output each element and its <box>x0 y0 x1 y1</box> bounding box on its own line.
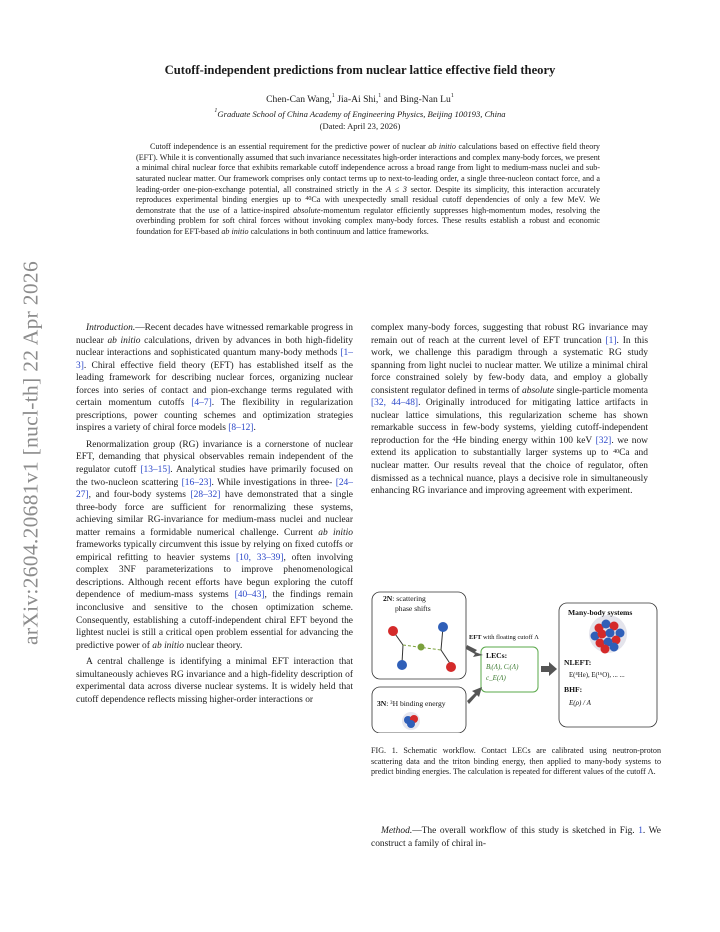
paragraph-method <box>371 825 661 850</box>
arxiv-identifier-text: arXiv:2604.20681v1 [nucl-th] 22 Apr 2026 <box>18 260 43 645</box>
lecs-three-body: c_E(Λ) <box>486 674 506 682</box>
body-text: . Chiral effective field theory (EFT) has established itself as the leading framework for describing nuclear forces, organizing nuclear forces into series of contact and pion-exchange terms regulated with certain momentum cutoffs <box>76 360 353 409</box>
author-name: Chen-Can Wang, <box>266 94 332 105</box>
body-text: frameworks typically circumvent this issue by relying on fixed cutoffs or empirical refitting to heavier systems <box>76 540 353 563</box>
body-text: . In this work, we challenge this paradigm through a systematic RG study spanning from light nuclei to nuclear matter. We utilize a minimal chiral force constrained solely by few-body data, and employ a globally consistent regulator defined in terms of <box>371 335 649 396</box>
body-text: He binding energy within 100 keV <box>455 435 596 446</box>
body-text: single-particle momenta <box>553 385 648 396</box>
author-name: Bing-Nan Lu <box>399 94 451 105</box>
affiliation-marker: 1 <box>378 93 382 99</box>
body-text: . While investigations in three- <box>211 477 336 488</box>
abstract-text: -momentum regulator efficiently suppresses high-momentum modes, resolving the overbinding problem for soft chiral forces without invoking complex many-body forces. These results establish a robust and economic foundation for EFT-based <box>136 205 600 236</box>
abstract-text: calculations based on effective field theory (EFT). While it is conventionally assumed that such invariance necessitates high-order interactions and complex many-body forces, we present a minimal chiral nuclear force that exhibits remarkable cutoff independence across a broad range from light to medium-mass nuclei and sub-saturated nuclear matter. Our framework comprises only contact terms up to next-to-leading order, a single three-nucleon contact force, and a leading-order one-pion-exchange potential, all constrained strictly in the <box>136 142 600 194</box>
citation-link[interactable]: [24–27] <box>76 477 353 501</box>
lecs-contact-terms: Bᵢ(Λ), Cᵢ(Λ) <box>486 663 519 671</box>
citation-link[interactable]: [4–7] <box>191 398 212 409</box>
paragraph-introduction <box>76 322 353 435</box>
body-text: Ca and nuclear matter. Our results reveal that the choice of regulator, often dismissed as a technical nuance, plays a decisive role in simultaneously enhancing RG invariance and improving agreement with experiment. <box>371 448 648 497</box>
proton-icon <box>388 626 398 636</box>
abstract-text: calculations in both continuum and lattice frameworks. <box>248 227 429 236</box>
paragraph-central-challenge <box>76 656 353 706</box>
citation-link[interactable]: [10, 33–39] <box>236 552 284 563</box>
figure-caption <box>371 746 661 778</box>
affiliation-marker: 1 <box>450 93 454 99</box>
emphasis: ab initio <box>107 335 141 346</box>
date-line: (Dated: April 23, 2026) <box>319 121 401 131</box>
affiliation-marker: 1 <box>331 93 335 99</box>
neutron-icon <box>438 622 448 632</box>
section-lead: Introduction. <box>86 323 136 333</box>
body-text: . we now extend its application to substantially larger systems up to <box>371 435 648 459</box>
figure-workflow <box>371 583 661 733</box>
body-text: , and four-body systems <box>88 490 191 501</box>
emphasis: ab initio <box>318 527 353 538</box>
citation-link[interactable]: [8–12] <box>228 423 254 434</box>
proton-icon <box>446 662 456 672</box>
citation-link[interactable]: [1] <box>605 335 617 346</box>
citation-link[interactable]: [28–32] <box>190 490 221 501</box>
isotope-superscript: 40 <box>305 196 312 203</box>
nleft-observables: E(⁴He), E(¹⁶O), ... ... <box>569 672 625 679</box>
isotope-superscript: 4 <box>452 436 456 443</box>
citation-link[interactable]: [32, 44–48] <box>371 398 419 409</box>
body-text: . Analytical studies have primarily focused on the two-nucleon scattering <box>76 465 353 488</box>
label-many-body: Many-body systems <box>568 608 633 617</box>
section-lead: Method. <box>381 826 413 836</box>
body-text: —Recent decades have witnessed remarkable progress in nuclear <box>76 323 353 346</box>
body-text: . The flexibility in regularization prescriptions, power counting schemes and optimization strategies inspires a variety of chiral force models <box>76 398 353 434</box>
body-text: complex many-body forces, suggesting that robust RG invariance may remain out of reach at the current level of EFT truncation <box>371 323 648 346</box>
neutron-icon <box>397 660 407 670</box>
emphasis: absolute <box>522 385 554 396</box>
body-text: Renormalization group (RG) invariance is a cornerstone of nuclear EFT, demanding that physical observables remain independent of the regulator cutoff <box>76 439 353 476</box>
citation-link[interactable]: [1–3] <box>76 348 353 371</box>
arrow-icon <box>541 662 557 676</box>
affiliation <box>0 109 720 119</box>
label-eft: EFT with floating cutoff Λ <box>469 634 539 641</box>
affiliation-text: Graduate School of China Academy of Engineering Physics, Beijing 100193, China <box>217 109 506 119</box>
body-text: . <box>253 423 256 434</box>
triton-icon <box>402 712 420 730</box>
body-text: calculations, driven by advances in both high-fidelity nuclear interactions and sophisticated quantum many-body methods <box>76 335 353 359</box>
paper-title: Cutoff-independent predictions from nuclear lattice effective field theory <box>164 63 556 77</box>
caption-label: FIG. 1. <box>371 746 398 755</box>
body-text: A central challenge is identifying a minimal EFT interaction that simultaneously achieves RG invariance and a high-fidelity description of experimental data across diverse nuclear systems. It is widely held that cutoff dependence reflects missing higher-order interactions or <box>76 657 353 705</box>
label-lecs: LECs: <box>486 651 508 660</box>
figure-reference-link[interactable]: 1 <box>638 826 643 836</box>
label-bhf: BHF: <box>564 685 583 694</box>
label-nleft: NLEFT: <box>564 658 592 667</box>
author-conjunction: and <box>383 94 398 105</box>
abstract-text: Ca with unexpectedly small residual cutoff dependencies of only a few MeV. We demonstrate that the use of a lattice-inspired <box>136 195 600 215</box>
abstract-math: A ≤ 3 <box>386 184 407 194</box>
citation-link[interactable]: [13–15] <box>140 465 171 476</box>
arrow-icon <box>466 645 483 657</box>
author-name: Jia-Ai Shi, <box>337 94 379 105</box>
abstract-text: sector. Despite its simplicity, this interaction accurately reproduces experimental binding energies up to <box>136 184 600 205</box>
abstract-emphasis: ab initio <box>221 227 249 236</box>
isotope-superscript: 40 <box>613 449 620 456</box>
body-text: have demonstrated that a single three-body force are sufficient for renormalizing these systems, achieving similar RG-invariance for medium-mass nuclei and nuclear matter remains a formidable numerical challenge. Current <box>76 490 353 538</box>
left-column <box>76 322 353 710</box>
author-list <box>0 94 720 105</box>
arrow-icon <box>467 687 482 704</box>
pion-icon <box>418 644 425 651</box>
arxiv-identifier <box>16 255 46 650</box>
box-3n-binding <box>372 687 466 733</box>
affiliation-marker: 1 <box>214 108 218 114</box>
caption-text: Schematic workflow. Contact LECs are calibrated using neutron-proton scattering data and the triton binding energy, then applied to many-body systems to predict binding energies. The calculation is repeated for different values of the cutoff Λ. <box>371 746 661 776</box>
abstract <box>136 142 600 238</box>
label-2n: 2N: scattering <box>383 594 426 603</box>
citation-link[interactable]: [32] <box>595 435 612 446</box>
right-column <box>371 322 648 502</box>
citation-link[interactable]: [16–23] <box>181 477 212 488</box>
abstract-text: Cutoff independence is an essential requirement for the predictive power of nuclear <box>150 142 429 151</box>
abstract-emphasis: absolute <box>293 205 321 215</box>
bhf-observable: E(ρ) / A <box>569 699 591 707</box>
label-2n-line2: phase shifts <box>395 604 431 613</box>
body-text: . We construct a family of chiral in- <box>371 826 661 849</box>
emphasis: ab initio <box>152 640 184 651</box>
label-3n: 3N: ³H binding energy <box>377 699 446 708</box>
paragraph-rg-invariance <box>76 439 353 652</box>
paragraph-continuation <box>371 322 648 498</box>
body-text: , often involving complex 3NF parameterizations to improve phenomenological descriptions. Although recent efforts have begun exploring the cutoff dependence of medium-mass systems <box>76 552 353 601</box>
body-text: . Originally introduced for mitigating lattice artifacts in nuclear lattice simulations, this regularization scheme has shown remarkable success in few-body systems, yielding cutoff-independent reproduction for the <box>371 398 648 446</box>
body-text: —The overall workflow of this study is sketched in Fig. <box>412 826 639 836</box>
body-text: nuclear theory. <box>184 640 243 651</box>
citation-link[interactable]: [40–43] <box>234 590 265 601</box>
abstract-emphasis: ab initio <box>428 142 456 151</box>
body-text: , the findings remain inconclusive and sensitive to the chosen optimization scheme. Consequently, establishing a cutoff-independent chiral EFT beyond the lightest nuclei is still a critical open problem essential for advancing the predictive power of <box>76 590 353 651</box>
